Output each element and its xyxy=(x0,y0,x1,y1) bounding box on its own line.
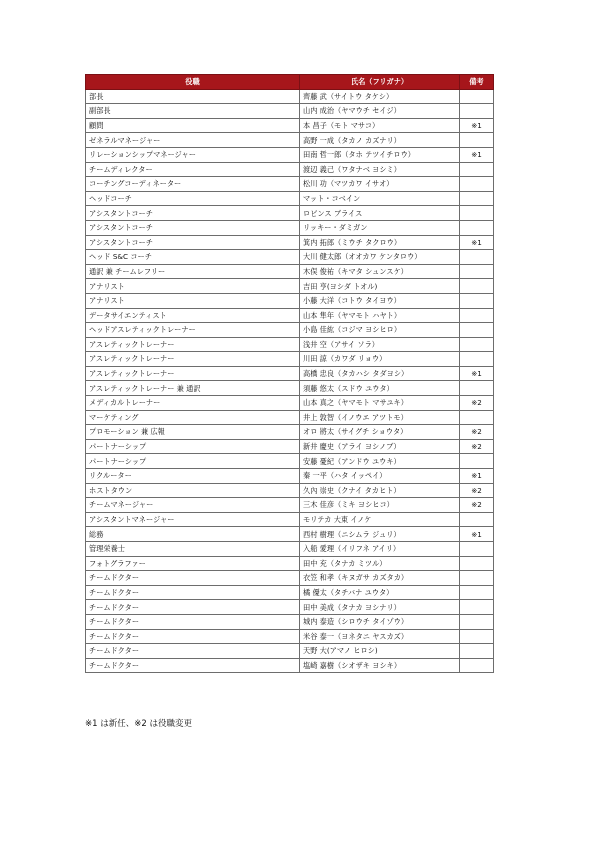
name-cell: 田南 哲一郎（タホ テツイチロウ） xyxy=(300,147,460,162)
table-row xyxy=(86,644,494,659)
table-row xyxy=(86,527,494,542)
table-row xyxy=(86,556,494,571)
role-cell: アシスタントコーチ xyxy=(86,220,300,235)
note-cell xyxy=(460,556,494,571)
table-row xyxy=(86,571,494,586)
table-row xyxy=(86,396,494,411)
name-cell: 米谷 泰一（ヨネタニ ヤスカズ） xyxy=(300,629,460,644)
name-cell: 天野 大(アマノ ヒロシ) xyxy=(300,644,460,659)
role-cell: アナリスト xyxy=(86,279,300,294)
table-row xyxy=(86,410,494,425)
table-row xyxy=(86,177,494,192)
role-cell: 副部長 xyxy=(86,104,300,119)
name-cell: 城内 泰造（シロウチ タイゾウ） xyxy=(300,614,460,629)
note-cell xyxy=(460,177,494,192)
note-cell xyxy=(460,337,494,352)
note-cell xyxy=(460,658,494,673)
name-cell: 山内 成治（ヤマウチ セイジ） xyxy=(300,104,460,119)
table-row xyxy=(86,104,494,119)
role-cell: フォトグラファー xyxy=(86,556,300,571)
note-cell: ※1 xyxy=(460,235,494,250)
role-cell: ヘッドコーチ xyxy=(86,191,300,206)
table-row xyxy=(86,352,494,367)
name-cell: マット・コベイン xyxy=(300,191,460,206)
note-cell xyxy=(460,352,494,367)
name-cell: 西村 樹理（ニシムラ ジュリ） xyxy=(300,527,460,542)
table-row xyxy=(86,191,494,206)
role-cell: アシスタントコーチ xyxy=(86,206,300,221)
name-cell: 塩崎 嘉樹（シオザキ ヨシキ） xyxy=(300,658,460,673)
role-cell: チームドクター xyxy=(86,658,300,673)
table-row xyxy=(86,483,494,498)
note-cell xyxy=(460,410,494,425)
table-row xyxy=(86,469,494,484)
role-cell: チームドクター xyxy=(86,600,300,615)
table-row xyxy=(86,366,494,381)
table-row xyxy=(86,264,494,279)
role-cell: リクルーター xyxy=(86,469,300,484)
header-note: 備考 xyxy=(460,75,494,90)
note-cell: ※2 xyxy=(460,498,494,513)
name-cell: 松川 功（マツカワ イサオ） xyxy=(300,177,460,192)
name-cell: 田中 充（タナカ ミツル） xyxy=(300,556,460,571)
name-cell: 大川 健太郎（オオカワ ケンタロウ） xyxy=(300,250,460,265)
role-cell: ヘッド S&C コーチ xyxy=(86,250,300,265)
role-cell: メディカルトレーナー xyxy=(86,396,300,411)
name-cell: 浅井 空（アサイ ソラ） xyxy=(300,337,460,352)
table-row xyxy=(86,250,494,265)
name-cell: 高橋 忠良（タカハシ タダヨシ） xyxy=(300,366,460,381)
table-row xyxy=(86,323,494,338)
note-cell xyxy=(460,104,494,119)
name-cell: 吉田 亨(ヨシダ トオル) xyxy=(300,279,460,294)
table-row xyxy=(86,133,494,148)
header-name: 氏名（フリガナ） xyxy=(300,75,460,90)
table-row xyxy=(86,614,494,629)
role-cell: アナリスト xyxy=(86,293,300,308)
name-cell: モリテカ 大東 イノケ xyxy=(300,512,460,527)
name-cell: 本 昌子（モト マサコ） xyxy=(300,118,460,133)
name-cell: 新井 慶史（アライ ヨシノブ） xyxy=(300,439,460,454)
name-cell: 田中 美成（タナカ ヨシナリ） xyxy=(300,600,460,615)
note-cell xyxy=(460,89,494,104)
footnote: ※1 は新任、※2 は役職変更 xyxy=(85,719,192,729)
note-cell xyxy=(460,454,494,469)
note-cell xyxy=(460,264,494,279)
note-cell: ※2 xyxy=(460,425,494,440)
name-cell: 入船 愛理（イリフネ アイリ） xyxy=(300,542,460,557)
note-cell: ※1 xyxy=(460,147,494,162)
table-row xyxy=(86,337,494,352)
role-cell: コーチングコーディネーター xyxy=(86,177,300,192)
role-cell: ゼネラルマネージャー xyxy=(86,133,300,148)
name-cell: 木俣 俊祐（キマタ シュンスケ） xyxy=(300,264,460,279)
note-cell: ※2 xyxy=(460,439,494,454)
role-cell: チームドクター xyxy=(86,629,300,644)
note-cell xyxy=(460,600,494,615)
name-cell: 秦 一平（ハタ イッペイ） xyxy=(300,469,460,484)
note-cell: ※2 xyxy=(460,396,494,411)
role-cell: チームドクター xyxy=(86,644,300,659)
table-row xyxy=(86,629,494,644)
note-cell xyxy=(460,220,494,235)
note-cell xyxy=(460,644,494,659)
table-row xyxy=(86,425,494,440)
table-row xyxy=(86,585,494,600)
name-cell: 山本 隼年（ヤマモト ハヤト） xyxy=(300,308,460,323)
table-row xyxy=(86,206,494,221)
table-row xyxy=(86,279,494,294)
role-cell: パートナーシップ xyxy=(86,439,300,454)
table-row xyxy=(86,658,494,673)
role-cell: 顧問 xyxy=(86,118,300,133)
role-cell: チームディレクター xyxy=(86,162,300,177)
role-cell: アスレティックトレーナー xyxy=(86,337,300,352)
role-cell: 総務 xyxy=(86,527,300,542)
name-cell: 井上 敦智（イノウエ アツトモ） xyxy=(300,410,460,425)
note-cell xyxy=(460,614,494,629)
table-row xyxy=(86,498,494,513)
note-cell xyxy=(460,585,494,600)
note-cell: ※1 xyxy=(460,118,494,133)
table-row xyxy=(86,308,494,323)
role-cell: マーケティング xyxy=(86,410,300,425)
table-row xyxy=(86,454,494,469)
staff-table xyxy=(85,74,494,673)
name-cell: 川田 諒（カワダ リョウ） xyxy=(300,352,460,367)
table-row xyxy=(86,220,494,235)
table-row xyxy=(86,439,494,454)
note-cell: ※2 xyxy=(460,483,494,498)
note-cell xyxy=(460,381,494,396)
note-cell xyxy=(460,206,494,221)
table-row xyxy=(86,147,494,162)
name-cell: 齊藤 武（サイトウ タケシ） xyxy=(300,89,460,104)
role-cell: チームマネージャー xyxy=(86,498,300,513)
note-cell xyxy=(460,279,494,294)
role-cell: アスレティックトレーナー xyxy=(86,366,300,381)
name-cell: 箕内 拓郎（ミウチ タクロウ） xyxy=(300,235,460,250)
table-row xyxy=(86,381,494,396)
table-row xyxy=(86,89,494,104)
name-cell: 高野 一成（タカノ カズナリ） xyxy=(300,133,460,148)
table-row xyxy=(86,600,494,615)
note-cell xyxy=(460,308,494,323)
note-cell xyxy=(460,293,494,308)
name-cell: 小島 佳紘（コジマ ヨシヒロ） xyxy=(300,323,460,338)
name-cell: 橘 優太（タチバナ ユウタ） xyxy=(300,585,460,600)
name-cell: 小藤 大洋（コトウ タイヨウ） xyxy=(300,293,460,308)
name-cell: 衣笠 和孝（キヌガサ カズタカ） xyxy=(300,571,460,586)
role-cell: パートナーシップ xyxy=(86,454,300,469)
name-cell: 須藤 悠太（スドウ ユウタ） xyxy=(300,381,460,396)
role-cell: アシスタントコーチ xyxy=(86,235,300,250)
note-cell: ※1 xyxy=(460,527,494,542)
note-cell xyxy=(460,250,494,265)
role-cell: アシスタントマネージャー xyxy=(86,512,300,527)
table-row xyxy=(86,542,494,557)
role-cell: 部長 xyxy=(86,89,300,104)
role-cell: アスレティックトレーナー 兼 通訳 xyxy=(86,381,300,396)
note-cell xyxy=(460,162,494,177)
table-row xyxy=(86,162,494,177)
note-cell xyxy=(460,133,494,148)
name-cell: リッキー・ダミガン xyxy=(300,220,460,235)
role-cell: チームドクター xyxy=(86,614,300,629)
name-cell: 三木 佳彦（ミキ ヨシヒコ） xyxy=(300,498,460,513)
note-cell xyxy=(460,629,494,644)
note-cell: ※1 xyxy=(460,366,494,381)
header-row xyxy=(86,75,494,90)
note-cell: ※1 xyxy=(460,469,494,484)
name-cell: 安藤 憂紀（アンドウ ユウキ） xyxy=(300,454,460,469)
header-role: 役職 xyxy=(86,75,300,90)
note-cell xyxy=(460,571,494,586)
name-cell: 渡辺 義己（ワタナベ ヨシミ） xyxy=(300,162,460,177)
role-cell: アスレティックトレーナー xyxy=(86,352,300,367)
name-cell: 山本 真之（ヤマモト マサユキ） xyxy=(300,396,460,411)
table-header xyxy=(86,75,494,90)
table-row xyxy=(86,512,494,527)
role-cell: ホストタウン xyxy=(86,483,300,498)
note-cell xyxy=(460,512,494,527)
role-cell: ヘッドアスレティックトレーナー xyxy=(86,323,300,338)
name-cell: 久內 崇史（クナイ タカヒト） xyxy=(300,483,460,498)
role-cell: リレーションシップマネージャー xyxy=(86,147,300,162)
name-cell: オロ 將太（サイグチ ショウタ） xyxy=(300,425,460,440)
role-cell: データサイエンティスト xyxy=(86,308,300,323)
note-cell xyxy=(460,191,494,206)
table-body xyxy=(86,89,494,673)
role-cell: 通訳 兼 チームレフリー xyxy=(86,264,300,279)
note-cell xyxy=(460,323,494,338)
name-cell: ロビンス ブライス xyxy=(300,206,460,221)
table-row xyxy=(86,235,494,250)
table-row xyxy=(86,118,494,133)
role-cell: チームドクター xyxy=(86,571,300,586)
role-cell: 管理栄養士 xyxy=(86,542,300,557)
table-row xyxy=(86,293,494,308)
role-cell: プロモーション 兼 広報 xyxy=(86,425,300,440)
role-cell: チームドクター xyxy=(86,585,300,600)
note-cell xyxy=(460,542,494,557)
